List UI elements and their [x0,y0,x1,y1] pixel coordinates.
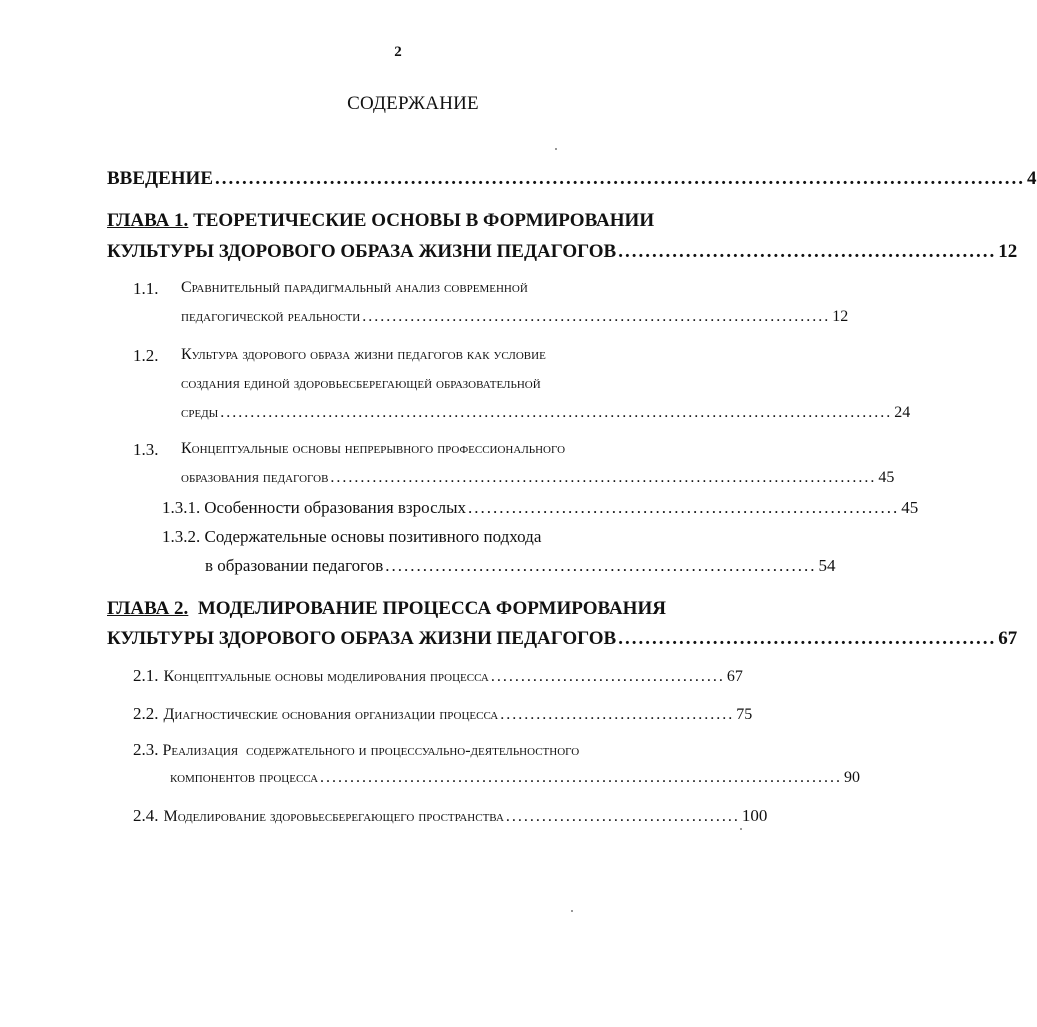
leader-dots: ....................................... [490,668,725,685]
toc-page-number: 4 [1027,168,1037,189]
subsection-1-3-2-title: Содержательные основы позитивного подхода [204,527,542,546]
subsection-1-3-1-row[interactable] [162,498,919,518]
chapter-1-title-line2-row[interactable] [107,241,1018,263]
toc-page-number: 45 [901,498,919,517]
toc-page-number: 67 [998,628,1018,649]
toc-page-number: 12 [832,308,849,325]
section-1-2-line2[interactable]: создания единой здоровьесберегающей образовательной [181,375,541,392]
section-2-3-title: Реализация содержательного и процессуально-деятельностного [162,742,580,759]
subsection-1-3-1-title: Особенности образования взрослых [204,498,467,517]
section-2-1-title: Концептуальные основы моделирования процесса [163,668,489,685]
subsection-1-3-2-line1[interactable] [162,527,541,547]
chapter-2-title-line1: МОДЕЛИРОВАНИЕ ПРОЦЕССА ФОРМИРОВАНИЯ [188,598,666,619]
toc-page-number: 54 [818,556,836,575]
toc-page-number: 67 [726,668,743,685]
leader-dots: ................................................................................................................ [220,404,893,421]
leader-dots: .............................................................................. [362,308,831,325]
section-2-4-row[interactable] [133,806,768,826]
section-2-2-title: Диагностические основания организации процесса [163,706,499,723]
section-1-3-line2-row[interactable] [181,469,895,487]
toc-entry-intro[interactable] [107,168,1037,190]
leader-dots: ....................................... [505,808,740,825]
leader-dots: ....................................................................................... [320,769,843,786]
toc-page-number: 75 [736,706,753,723]
section-1-3-line1[interactable]: Концептуальные основы непрерывного профессионального [181,440,566,457]
leader-dots: ........................................................ [618,628,997,649]
scan-speck [740,828,742,830]
section-1-2-line3: среды [181,404,219,421]
toc-page-number: 24 [894,404,911,421]
page-number: 2 [394,44,402,60]
leader-dots: ........................................................................................................................ [215,168,1025,189]
chapter-2-title-line2-row[interactable] [107,628,1018,650]
section-number: 2.3. [133,740,159,759]
section-number: 2.1. [133,666,159,685]
subsection-1-3-2-line2-row[interactable] [205,556,836,576]
section-1-1-line1[interactable]: Сравнительный парадигмальный анализ современной [181,279,528,296]
subsection-1-3-2-line2: в образовании педагогов [205,556,384,575]
section-2-2-row[interactable] [133,704,753,724]
leader-dots: ..................................................................... [385,556,817,575]
section-2-3-line2: компонентов процесса [170,769,319,786]
chapter-1-prefix: ГЛАВА 1. [107,210,189,231]
chapter-1-title-line2: КУЛЬТУРЫ ЗДОРОВОГО ОБРАЗА ЖИЗНИ ПЕДАГОГОВ [107,241,617,262]
section-1-3-line2: образования педагогов [181,469,329,486]
section-2-3-line2-row[interactable] [170,769,861,787]
scan-speck [555,148,557,150]
section-1-2-line1[interactable]: Культура здорового образа жизни педагогов как условие [181,346,546,363]
chapter-1-heading[interactable] [107,210,654,232]
section-number: 1.3. [133,440,159,459]
section-1-2-line3-row[interactable] [181,404,911,422]
scan-speck [571,910,573,912]
chapter-2-heading[interactable] [107,598,666,620]
section-number: 2.2. [133,704,159,723]
toc-page-number: 100 [741,806,768,825]
section-2-1-row[interactable] [133,666,743,686]
section-1-1-line2: педагогической реальности [181,308,361,325]
toc-entry-label: ВВЕДЕНИЕ [107,168,213,189]
chapter-1-title-line1: ТЕОРЕТИЧЕСКИЕ ОСНОВЫ В ФОРМИРОВАНИИ [188,210,655,231]
leader-dots: ..................................................................... [468,498,900,517]
section-2-3-line1[interactable] [133,740,579,760]
section-1-1-line2-row[interactable] [181,308,849,326]
section-number: 1.2. [133,346,159,365]
leader-dots: ........................................................................................... [330,469,877,486]
leader-dots: ........................................................ [618,241,997,262]
section-number: 2.4. [133,806,159,825]
toc-page-number: 90 [844,769,861,786]
subsection-number: 1.3.2. [162,527,201,546]
section-2-4-title: Моделирование здоровьесберегающего пространства [163,808,504,825]
subsection-number: 1.3.1. [162,498,201,517]
toc-page-number: 12 [998,241,1018,262]
toc-page-number: 45 [878,469,895,486]
chapter-2-title-line2: КУЛЬТУРЫ ЗДОРОВОГО ОБРАЗА ЖИЗНИ ПЕДАГОГОВ [107,628,617,649]
page-title: СОДЕРЖАНИЕ [347,93,479,114]
section-number: 1.1. [133,279,159,298]
chapter-2-prefix: ГЛАВА 2. [107,598,189,619]
leader-dots: ....................................... [500,706,735,723]
